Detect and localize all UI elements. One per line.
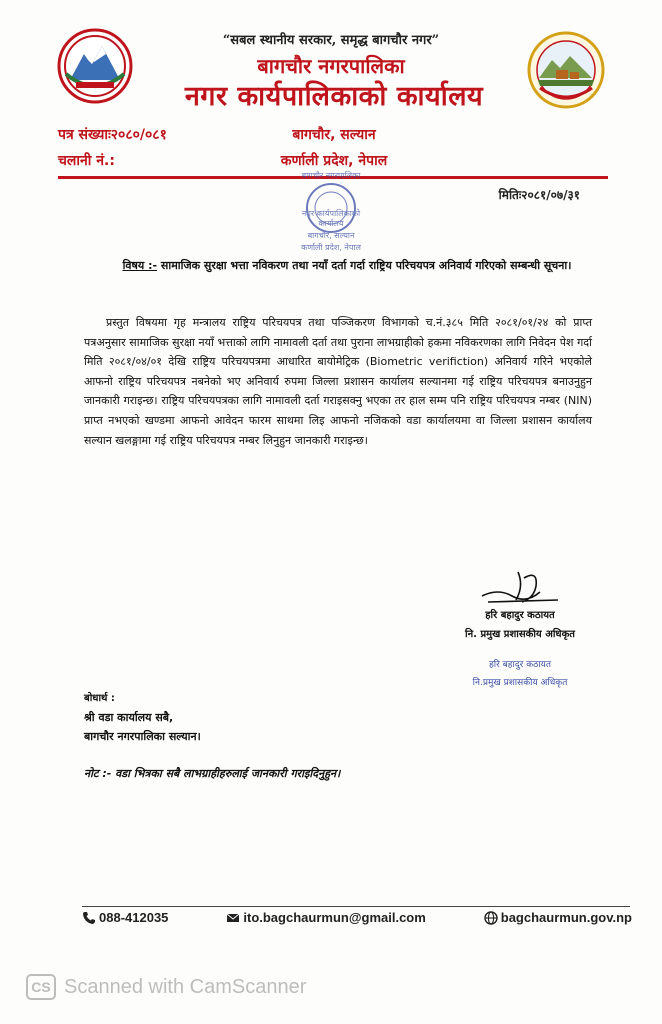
subject-text: सामाजिक सुरक्षा भत्ता नविकरण तथा नयाँ दर्ता गर्दा राष्ट्रिय परिचयपत्र अनिवार्य गरिएको सम्बन्धी सूचना। (160, 259, 572, 272)
address-line-1: बागचौर, सल्यान (292, 127, 376, 143)
note: नोट :- वडा भित्रका सबै लाभग्राहीहरुलाई जानकारी गराइदिनुहुन। (84, 767, 341, 780)
stamp-line-4: बागचौर, सल्यान (307, 231, 355, 240)
letter-body: प्रस्तुत विषयमा गृह मन्त्रालय राष्ट्रिय परिचयपत्र तथा पञ्जिकरण विभागको च.नं.३८५ मिति २०८१/०१/२४ को प्राप्त पत्रअनुसार सामाजिक सुरक्षा नयाँ भत्ताको लागि नामावली दर्ता तथा पुराना लाभग्राहीको हकमा नविकरणका लागि निवेदन पेश गर्दा मिति २०८१/०४/०१ देखि राष्ट्रिय परिचयपत्रमा आधारित बायोमेट्रिक (Biometric verifiction) अनिवार्य गरिने भएकोले आफनो राष्ट्रिय परिचयपत्र नबनेको भए अनिवार्य रुपमा जिल्ला प्रशासन कार्यालय सल्यानमा गई राष्ट्रिय परिचयपत्र बनाउनुहुन जानकारी गराइन्छ। राष्ट्रिय परिचयपत्रका लागि नामावली दर्ता गराइसक्नु भएका तर हाल सम्म पनि राष्ट्रिय परिचयपत्र नम्बर (NIN) प्राप्त नभएको खण्डमा आफनो आवेदन फारम साथमा लिइ आफनो नजिकको वडा कार्यालयमा वा जिल्ला प्रशासन कार्यालय सल्यान खलङ्गामा गई राष्ट्रिय परिचयपत्र नम्बर लिनुहुन जानकारी गराइन्छ। (84, 316, 592, 447)
signatory-title: नि. प्रमुख प्रशासकीय अधिकृत (465, 629, 575, 640)
website-url: bagchaurmun.gov.np (500, 910, 632, 925)
letter-date: मितिः२०८१/०७/३१ (498, 188, 580, 202)
signature-mark (478, 566, 564, 608)
cc-line-1: श्री वडा कार्यालय सबै, (84, 711, 174, 724)
phone-icon (82, 911, 96, 925)
reference-number: पत्र संख्याः२०८०/०८१ (58, 127, 167, 143)
phone-number: 088-412035 (99, 910, 169, 925)
footer-rule (82, 906, 630, 907)
slogan: “सबल स्थानीय सरकार, समृद्ध बागचौर नगर” (222, 33, 440, 48)
stamp-signatory-title: नि.प्रमुख प्रशासकीय अधिकृत (472, 678, 568, 688)
email-address: ito.bagchaurmun@gmail.com (243, 910, 426, 925)
camscanner-logo-icon: CS (26, 974, 56, 1000)
footer-email (226, 910, 425, 925)
signatory-stamp (440, 656, 600, 692)
footer-website (484, 910, 632, 925)
signatory-name: हरि बहादुर कठायत (485, 610, 555, 621)
stamp-signatory-name: हरि बहादुर कठायत (488, 660, 552, 670)
municipality-name: बागचौर नगरपालिका (257, 54, 405, 78)
camscanner-watermark (26, 974, 306, 1000)
address-line-2: कर्णाली प्रदेश, नेपाल (280, 153, 388, 169)
globe-icon (484, 911, 498, 925)
cc-block (84, 708, 201, 746)
stamp-line-2: नगर कार्यपालिकाको (301, 209, 361, 218)
dispatch-number: चलानी नं.: (58, 153, 115, 169)
subject-line (112, 256, 582, 276)
footer-contacts (82, 910, 632, 925)
stamp-line-1: बागचौर नगरपालिका (301, 171, 361, 180)
footer-phone (82, 910, 168, 925)
office-name: नगर कार्यपालिकाको कार्यालय (184, 81, 484, 112)
municipality-seal-logo (526, 28, 606, 112)
cc-line-2: बागचौर नगरपालिका सल्यान। (84, 730, 201, 743)
email-icon (226, 912, 240, 924)
signatory-block (440, 606, 600, 644)
cc-label: बोधार्थ : (84, 693, 115, 704)
camscanner-text: Scanned with CamScanner (64, 975, 307, 998)
stamp-line-5: कर्णाली प्रदेश, नेपाल (301, 243, 361, 252)
nepal-emblem-logo (56, 24, 134, 108)
reference-block (58, 122, 167, 174)
office-stamp (272, 158, 390, 258)
subject-label: विषय :- (122, 259, 158, 272)
stamp-line-3: कार्यालय (318, 219, 344, 228)
